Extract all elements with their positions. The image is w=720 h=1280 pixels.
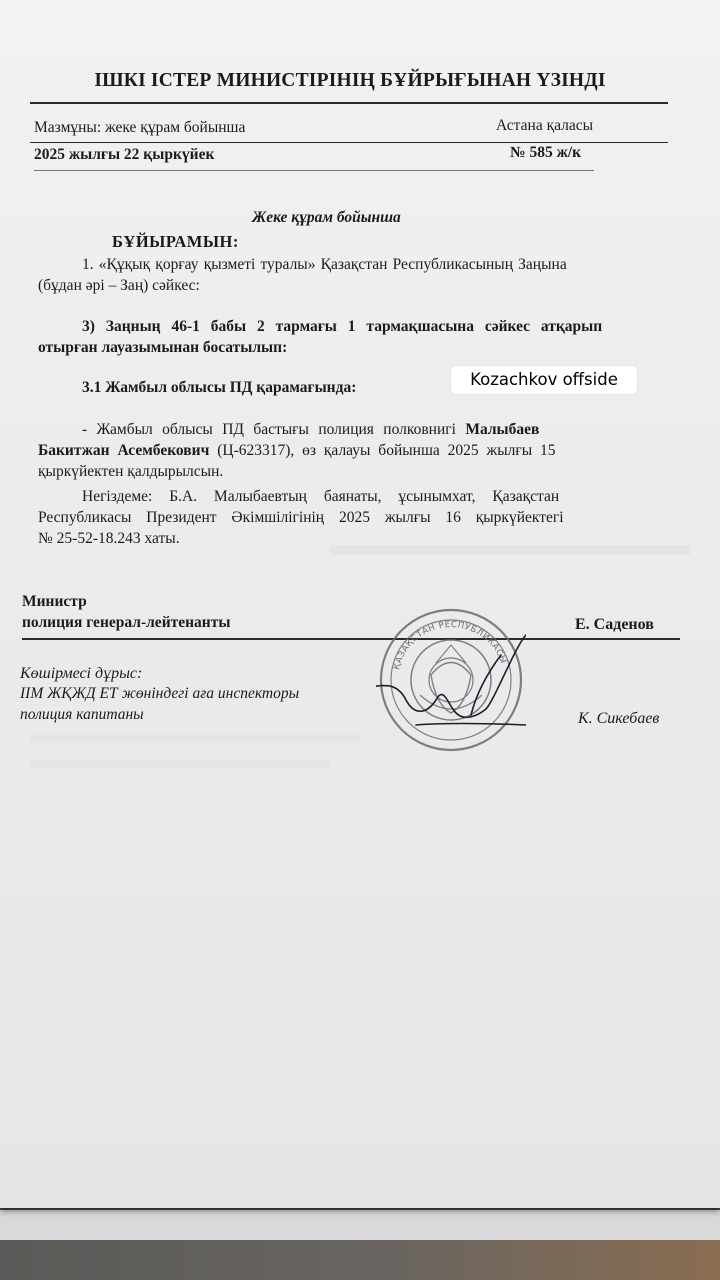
item31-heading: 3.1 Жамбыл облысы ПД қарамағында: [82, 379, 357, 396]
meta-rule [30, 142, 668, 143]
item1-line1: 1. «Құқық қорғау қызметі туралы» Қазақстан Республикасының Заңына [82, 256, 567, 273]
section-title: Жеке құрам бойынша [252, 209, 401, 226]
document-heading: ІШКІ ІСТЕР МИНИСТІРІНІҢ БҰЙРЫҒЫНАН ҮЗІНДІ [94, 70, 606, 91]
paragraph-line1 [82, 419, 539, 440]
order-number: № 585 ж/к [510, 144, 582, 161]
date-rule [34, 170, 594, 171]
city-label: Астана қаласы [496, 117, 594, 134]
person-surname: Малыбаев [465, 421, 540, 438]
copy-label: Көшірмесі дұрыс: [20, 665, 143, 682]
item1-line2: (бұдан әрі – Заң) сәйкес: [38, 277, 200, 294]
basis-line3: № 25-52-18.243 хаты. [38, 530, 180, 547]
order-word: БҰЙЫРАМЫН: [112, 232, 239, 251]
copy-line2: ІІМ ЖҚЖД ЕТ жөніндегі аға инспекторы [20, 685, 300, 702]
basis-line2: Республикасы Президент Әкімшілігінің 2025 жылғы 16 қыркүйектегі [38, 509, 564, 526]
signer-title-2: полиция генерал-лейтенанты [22, 614, 231, 631]
content-label: Мазмұны: жеке құрам бойынша [34, 119, 246, 136]
signature-rule [22, 638, 680, 640]
person-given-names: Бакитжан Асембекович [38, 442, 210, 459]
bleed-through-text [330, 545, 690, 555]
bleed-through-text-3 [30, 760, 330, 768]
bleed-through-text-2 [30, 735, 360, 743]
signer-title-1: Министр [22, 593, 87, 610]
signer-name: Е. Саденов [575, 616, 654, 633]
copy-name: К. Сикебаев [578, 710, 660, 727]
item3-line2: отырған лауазымынан босатылып: [38, 339, 288, 356]
official-seal-icon [376, 605, 526, 755]
seal-text: ҚАЗАҚСТАН РЕСПУБЛИКАСЫ [392, 619, 509, 671]
paragraph-line1-text: - Жамбыл облысы ПД бастығы полиция полковнигі [82, 421, 456, 438]
paragraph-line2 [38, 440, 556, 461]
heading-rule [30, 102, 668, 104]
paragraph-line2-text: (Ц-623317), өз қалауы бойынша 2025 жылғы 15 [217, 442, 556, 459]
item3-line1: 3) Заңның 46-1 бабы 2 тармағы 1 тармақшасына сәйкес атқарып [82, 318, 603, 335]
copy-line3: полиция капитаны [20, 706, 144, 723]
order-date: 2025 жылғы 22 қыркүйек [34, 146, 215, 163]
paragraph-line3: қыркүйектен қалдырылсын. [38, 463, 224, 480]
underlying-page [0, 1208, 720, 1240]
basis-line1: Негіздеме: Б.А. Малыбаевтың баянаты, ұсынымхат, Қазақстан [82, 488, 560, 505]
caption-sticker: Kozachkov offside [451, 366, 637, 394]
